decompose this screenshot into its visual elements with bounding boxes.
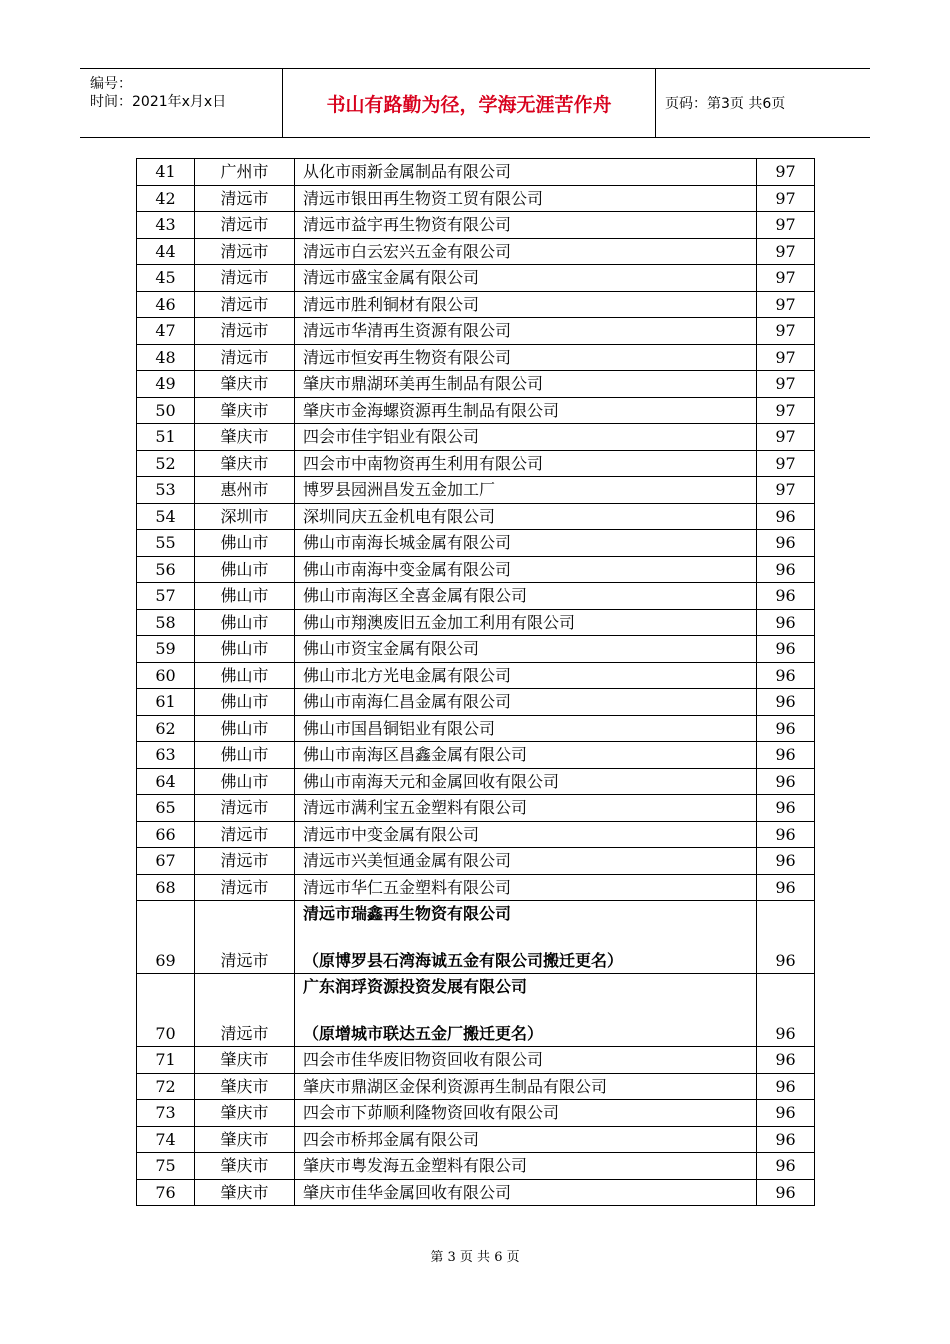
row-company: 清远市恒安再生物资有限公司 (295, 344, 757, 371)
row-score: 97 (757, 477, 815, 504)
row-city: 清远市 (195, 291, 295, 318)
table-row (137, 901, 815, 974)
row-number: 49 (137, 371, 195, 398)
row-score: 96 (757, 715, 815, 742)
table-row (137, 556, 815, 583)
row-city: 清远市 (195, 795, 295, 822)
row-score: 96 (757, 848, 815, 875)
table-row (137, 1153, 815, 1180)
table-row (137, 212, 815, 239)
row-number: 42 (137, 185, 195, 212)
row-city: 肇庆市 (195, 1179, 295, 1206)
row-city: 肇庆市 (195, 1126, 295, 1153)
table-row (137, 715, 815, 742)
row-number: 65 (137, 795, 195, 822)
company-rename-note: （原博罗县石湾海诚五金有限公司搬迁更名） (303, 951, 624, 970)
row-company: 佛山市资宝金属有限公司 (295, 636, 757, 663)
row-company: 清远市华清再生资源有限公司 (295, 318, 757, 345)
table-row (137, 424, 815, 451)
row-number: 41 (137, 159, 195, 186)
row-score: 96 (757, 1100, 815, 1127)
row-city: 广州市 (195, 159, 295, 186)
row-city: 佛山市 (195, 742, 295, 769)
table-row (137, 662, 815, 689)
row-number: 45 (137, 265, 195, 292)
row-number: 67 (137, 848, 195, 875)
row-company: 肇庆市粤发海五金塑料有限公司 (295, 1153, 757, 1180)
table-row (137, 397, 815, 424)
row-number: 63 (137, 742, 195, 769)
table-row (137, 609, 815, 636)
row-score: 96 (757, 795, 815, 822)
row-company: 四会市佳华废旧物资回收有限公司 (295, 1047, 757, 1074)
row-city: 佛山市 (195, 609, 295, 636)
row-score: 96 (757, 556, 815, 583)
row-number: 59 (137, 636, 195, 663)
row-company: 佛山市翔澳废旧五金加工利用有限公司 (295, 609, 757, 636)
row-number: 70 (137, 974, 195, 1047)
row-city: 清远市 (195, 344, 295, 371)
row-company: 清远市白云宏兴五金有限公司 (295, 238, 757, 265)
row-city: 佛山市 (195, 556, 295, 583)
row-number: 68 (137, 874, 195, 901)
row-city: 惠州市 (195, 477, 295, 504)
row-company: 深圳同庆五金机电有限公司 (295, 503, 757, 530)
row-number: 48 (137, 344, 195, 371)
row-company: 从化市雨新金属制品有限公司 (295, 159, 757, 186)
row-company: 佛山市北方光电金属有限公司 (295, 662, 757, 689)
row-score: 97 (757, 397, 815, 424)
row-number: 51 (137, 424, 195, 451)
table-row (137, 795, 815, 822)
row-score: 97 (757, 450, 815, 477)
company-name: 清远市瑞鑫再生物资有限公司 (303, 904, 512, 923)
row-score: 96 (757, 768, 815, 795)
row-city: 清远市 (195, 901, 295, 974)
row-number: 72 (137, 1073, 195, 1100)
row-number: 52 (137, 450, 195, 477)
header-motto-cell (283, 69, 656, 137)
row-number: 64 (137, 768, 195, 795)
row-score: 96 (757, 583, 815, 610)
row-number: 66 (137, 821, 195, 848)
table-row (137, 185, 815, 212)
row-score: 97 (757, 318, 815, 345)
row-company: 佛山市南海区昌鑫金属有限公司 (295, 742, 757, 769)
table-row (137, 689, 815, 716)
table-row (137, 874, 815, 901)
row-score: 96 (757, 636, 815, 663)
row-company: 佛山市南海区全喜金属有限公司 (295, 583, 757, 610)
row-number: 55 (137, 530, 195, 557)
table-row (137, 344, 815, 371)
row-number: 71 (137, 1047, 195, 1074)
row-company: 清远市中变金属有限公司 (295, 821, 757, 848)
row-city: 佛山市 (195, 530, 295, 557)
row-number: 43 (137, 212, 195, 239)
row-city: 肇庆市 (195, 1100, 295, 1127)
table-row (137, 503, 815, 530)
row-company: 四会市桥邦金属有限公司 (295, 1126, 757, 1153)
row-number: 76 (137, 1179, 195, 1206)
table-row (137, 848, 815, 875)
company-table-body (137, 159, 815, 1206)
table-row (137, 265, 815, 292)
row-number: 46 (137, 291, 195, 318)
row-company: 佛山市南海中变金属有限公司 (295, 556, 757, 583)
row-company: 佛山市南海长城金属有限公司 (295, 530, 757, 557)
company-name: 广东润琈资源投资发展有限公司 (303, 977, 528, 996)
row-score: 96 (757, 1047, 815, 1074)
row-number: 56 (137, 556, 195, 583)
row-city: 佛山市 (195, 768, 295, 795)
row-city: 清远市 (195, 848, 295, 875)
row-score: 96 (757, 821, 815, 848)
row-city: 佛山市 (195, 689, 295, 716)
row-company: 清远市银田再生物资工贸有限公司 (295, 185, 757, 212)
row-number: 54 (137, 503, 195, 530)
table-row (137, 1100, 815, 1127)
row-company: 清远市兴美恒通金属有限公司 (295, 848, 757, 875)
row-number: 47 (137, 318, 195, 345)
row-score: 96 (757, 742, 815, 769)
table-row (137, 636, 815, 663)
row-score: 97 (757, 424, 815, 451)
row-score: 96 (757, 901, 815, 974)
row-score: 96 (757, 689, 815, 716)
row-city: 佛山市 (195, 662, 295, 689)
row-score: 96 (757, 1126, 815, 1153)
row-score: 96 (757, 874, 815, 901)
table-row (137, 450, 815, 477)
row-company: 清远市满利宝五金塑料有限公司 (295, 795, 757, 822)
page-header (80, 68, 870, 138)
header-motto: 书山有路勤为径，学海无涯苦作舟 (326, 93, 612, 116)
row-city: 肇庆市 (195, 450, 295, 477)
row-score: 97 (757, 185, 815, 212)
table-row (137, 1126, 815, 1153)
row-city: 清远市 (195, 974, 295, 1047)
row-score: 97 (757, 291, 815, 318)
row-city: 佛山市 (195, 583, 295, 610)
row-company: 清远市盛宝金属有限公司 (295, 265, 757, 292)
row-score: 97 (757, 344, 815, 371)
row-company: 佛山市南海仁昌金属有限公司 (295, 689, 757, 716)
row-company (295, 901, 757, 974)
row-city: 肇庆市 (195, 424, 295, 451)
table-row (137, 291, 815, 318)
row-score: 96 (757, 1073, 815, 1100)
table-row (137, 1073, 815, 1100)
row-score: 96 (757, 1179, 815, 1206)
row-company: 肇庆市鼎湖环美再生制品有限公司 (295, 371, 757, 398)
table-row (137, 530, 815, 557)
table-row (137, 238, 815, 265)
header-page-info: 页码：第3页 共6页 (665, 96, 786, 112)
row-number: 60 (137, 662, 195, 689)
row-score: 97 (757, 371, 815, 398)
row-company: 肇庆市佳华金属回收有限公司 (295, 1179, 757, 1206)
row-number: 44 (137, 238, 195, 265)
row-score: 96 (757, 609, 815, 636)
row-city: 清远市 (195, 821, 295, 848)
row-city: 清远市 (195, 212, 295, 239)
page-footer: 第 3 页 共 6 页 (430, 1250, 520, 1265)
row-company: 清远市胜利铜材有限公司 (295, 291, 757, 318)
row-city: 肇庆市 (195, 1153, 295, 1180)
row-company (295, 974, 757, 1047)
table-row (137, 159, 815, 186)
row-city: 肇庆市 (195, 1047, 295, 1074)
row-score: 96 (757, 974, 815, 1047)
row-city: 肇庆市 (195, 371, 295, 398)
row-score: 97 (757, 265, 815, 292)
row-number: 62 (137, 715, 195, 742)
table-row (137, 1047, 815, 1074)
row-city: 清远市 (195, 318, 295, 345)
row-number: 58 (137, 609, 195, 636)
row-company: 清远市华仁五金塑料有限公司 (295, 874, 757, 901)
row-company: 博罗县园洲昌发五金加工厂 (295, 477, 757, 504)
row-company: 四会市佳宇铝业有限公司 (295, 424, 757, 451)
table-row (137, 974, 815, 1047)
table-row (137, 821, 815, 848)
table-row (137, 371, 815, 398)
row-city: 清远市 (195, 874, 295, 901)
table-row (137, 1179, 815, 1206)
row-company: 佛山市南海天元和金属回收有限公司 (295, 768, 757, 795)
row-company: 清远市益宇再生物资有限公司 (295, 212, 757, 239)
row-score: 97 (757, 212, 815, 239)
table-row (137, 318, 815, 345)
row-city: 佛山市 (195, 715, 295, 742)
table-row (137, 742, 815, 769)
row-company: 佛山市国昌铜铝业有限公司 (295, 715, 757, 742)
row-city: 清远市 (195, 185, 295, 212)
row-number: 57 (137, 583, 195, 610)
row-company: 肇庆市金海螺资源再生制品有限公司 (295, 397, 757, 424)
row-score: 96 (757, 1153, 815, 1180)
document-time-label: 时间：2021年x月x日 (90, 94, 227, 110)
row-city: 肇庆市 (195, 397, 295, 424)
table-row (137, 768, 815, 795)
row-number: 74 (137, 1126, 195, 1153)
row-company: 肇庆市鼎湖区金保利资源再生制品有限公司 (295, 1073, 757, 1100)
row-score: 97 (757, 238, 815, 265)
row-city: 肇庆市 (195, 1073, 295, 1100)
company-table (136, 158, 815, 1206)
row-number: 61 (137, 689, 195, 716)
document-number-label: 编号： (90, 76, 132, 92)
table-row (137, 477, 815, 504)
row-company: 四会市中南物资再生利用有限公司 (295, 450, 757, 477)
row-number: 69 (137, 901, 195, 974)
row-company: 四会市下茆顺利隆物资回收有限公司 (295, 1100, 757, 1127)
company-rename-note: （原增城市联达五金厂搬迁更名） (303, 1024, 544, 1043)
row-city: 深圳市 (195, 503, 295, 530)
row-city: 清远市 (195, 265, 295, 292)
row-score: 96 (757, 503, 815, 530)
table-row (137, 583, 815, 610)
header-meta (80, 69, 283, 137)
row-score: 96 (757, 530, 815, 557)
row-number: 53 (137, 477, 195, 504)
row-number: 50 (137, 397, 195, 424)
row-city: 佛山市 (195, 636, 295, 663)
row-number: 73 (137, 1100, 195, 1127)
row-number: 75 (137, 1153, 195, 1180)
row-score: 96 (757, 662, 815, 689)
row-score: 97 (757, 159, 815, 186)
row-city: 清远市 (195, 238, 295, 265)
